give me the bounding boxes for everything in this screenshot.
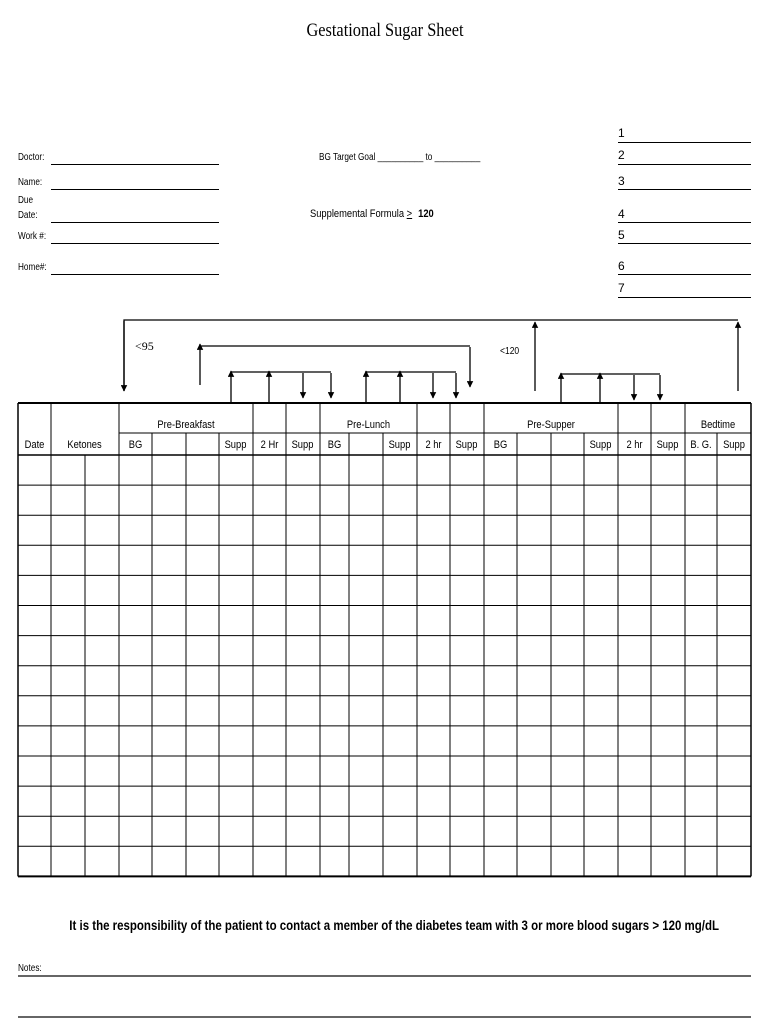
column-header: BG <box>493 439 508 451</box>
column-header: Supp <box>291 439 314 451</box>
column-header: B. G. <box>690 439 712 451</box>
numbered-line-label: 1 <box>618 126 625 140</box>
column-header: Supp <box>224 439 247 451</box>
group-pre-lunch: Pre-Lunch <box>346 419 391 431</box>
threshold-low-label: <95 <box>135 339 154 353</box>
numbered-line-label: 4 <box>618 207 625 221</box>
flow-arrows <box>124 320 738 402</box>
notes-line[interactable] <box>18 975 751 977</box>
numbered-line-label: 6 <box>618 259 625 273</box>
page-title: Gestational Sugar Sheet <box>306 20 464 41</box>
column-header: Supp <box>656 439 679 451</box>
group-pre-supper: Pre-Supper <box>527 419 575 431</box>
notes-line[interactable] <box>18 1016 751 1018</box>
table-lines <box>18 403 751 876</box>
column-header: Supp <box>388 439 411 451</box>
formula-label: Supplemental Formula <box>310 208 405 220</box>
column-header: Date <box>24 439 45 451</box>
arrow-line <box>124 320 738 391</box>
numbered-line-label: 5 <box>618 228 625 242</box>
column-header: 2 hr <box>626 439 643 451</box>
column-header: BG <box>128 439 143 451</box>
threshold-high-label: <120 <box>500 346 520 357</box>
column-header: Supp <box>455 439 478 451</box>
column-header: 2 Hr <box>260 439 279 451</box>
due-label: Due <box>18 195 34 206</box>
doctor-label: Doctor: <box>18 152 45 163</box>
column-header: Ketones <box>67 439 102 451</box>
name-label: Name: <box>18 177 43 188</box>
group-pre-breakfast: Pre-Breakfast <box>157 419 215 431</box>
group-bedtime: Bedtime <box>700 419 736 431</box>
bg-target-goal: BG Target Goal __________ to __________ <box>319 152 481 163</box>
due-date-label: Date: <box>18 210 38 221</box>
work-phone-label: Work #: <box>18 231 47 242</box>
formula-value: 120 <box>418 208 434 220</box>
numbered-line-label: 3 <box>618 174 625 188</box>
numbered-line-label: 7 <box>618 281 625 295</box>
notes-label: Notes: <box>18 963 42 974</box>
column-header: BG <box>327 439 342 451</box>
responsibility-note: It is the responsibility of the patient to contact a member of the diabetes team with 3 or more blood sugars > 120 mg/dL <box>69 917 719 933</box>
column-header: Supp <box>723 439 745 451</box>
home-phone-label: Home#: <box>18 262 47 273</box>
column-header: 2 hr <box>425 439 442 451</box>
column-header: Supp <box>589 439 612 451</box>
numbered-line-label: 2 <box>618 148 625 162</box>
formula-operator: > <box>406 208 413 220</box>
